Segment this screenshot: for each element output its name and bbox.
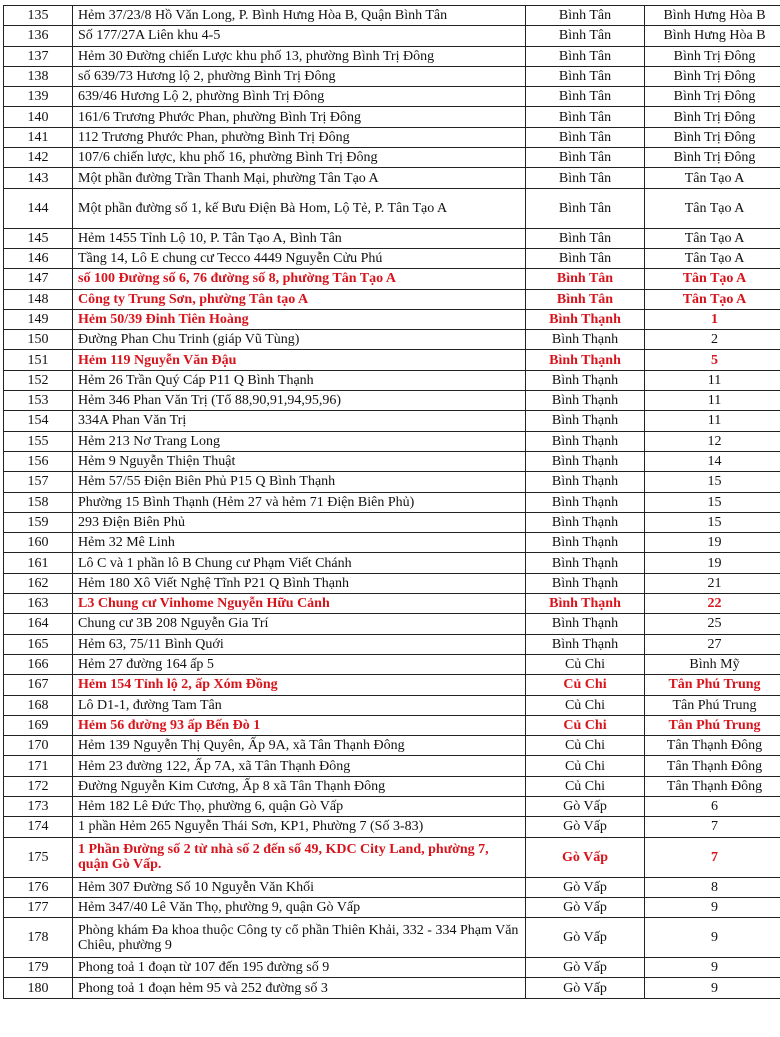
address-cell: Hẻm 154 Tỉnh lộ 2, ấp Xóm Đồng (73, 675, 526, 695)
row-number: 148 (4, 289, 73, 309)
district-cell: Bình Thạnh (526, 330, 645, 350)
row-number: 157 (4, 472, 73, 492)
table-row (4, 188, 780, 228)
address-cell: Hẻm 307 Đường Số 10 Nguyễn Văn Khối (73, 877, 526, 897)
table-row (4, 66, 780, 86)
row-number: 160 (4, 533, 73, 553)
row-number: 171 (4, 756, 73, 776)
district-cell: Gò Vấp (526, 978, 645, 998)
district-cell: Gò Vấp (526, 877, 645, 897)
row-number: 166 (4, 654, 73, 674)
ward-cell: Tân Thạnh Đông (645, 776, 780, 796)
table-row (4, 472, 780, 492)
table-row (4, 533, 780, 553)
table-row (4, 736, 780, 756)
ward-cell: Tân Thạnh Đông (645, 756, 780, 776)
address-cell: Hẻm 57/55 Điện Biên Phủ P15 Q Bình Thạnh (73, 472, 526, 492)
ward-cell: Bình Trị Đông (645, 127, 780, 147)
district-cell: Bình Tân (526, 188, 645, 228)
ward-cell: Bình Trị Đông (645, 66, 780, 86)
address-cell: L3 Chung cư Vinhome Nguyễn Hữu Cảnh (73, 594, 526, 614)
table-row (4, 634, 780, 654)
ward-cell: 27 (645, 634, 780, 654)
address-cell: 107/6 chiến lược, khu phố 16, phường Bình Trị Đông (73, 148, 526, 168)
district-cell: Củ Chi (526, 715, 645, 735)
address-cell: Hẻm 63, 75/11 Bình Quới (73, 634, 526, 654)
row-number: 139 (4, 87, 73, 107)
address-cell: Hẻm 139 Nguyễn Thị Quyên, Ấp 9A, xã Tân Thạnh Đông (73, 736, 526, 756)
ward-cell: 9 (645, 978, 780, 998)
ward-cell: Tân Tạo A (645, 228, 780, 248)
address-cell: Công ty Trung Sơn, phường Tân tạo A (73, 289, 526, 309)
table-row (4, 350, 780, 370)
address-cell: Phong toả 1 đoạn hẻm 95 và 252 đường số 3 (73, 978, 526, 998)
ward-cell: 1 (645, 309, 780, 329)
row-number: 175 (4, 837, 73, 877)
district-cell: Bình Tân (526, 248, 645, 268)
row-number: 169 (4, 715, 73, 735)
ward-cell: Tân Tạo A (645, 269, 780, 289)
address-cell: Lô C và 1 phần lô B Chung cư Phạm Viết Chánh (73, 553, 526, 573)
table-row (4, 451, 780, 471)
table-body (4, 6, 780, 999)
row-number: 161 (4, 553, 73, 573)
row-number: 163 (4, 594, 73, 614)
address-cell: Đường Phan Chu Trinh (giáp Vũ Tùng) (73, 330, 526, 350)
table-row (4, 248, 780, 268)
ward-cell: Bình Trị Đông (645, 87, 780, 107)
address-cell: Hẻm 26 Trần Quý Cáp P11 Q Bình Thạnh (73, 370, 526, 390)
district-cell: Bình Thạnh (526, 512, 645, 532)
address-cell: Hẻm 1455 Tỉnh Lộ 10, P. Tân Tạo A, Bình Tân (73, 228, 526, 248)
ward-cell: Bình Trị Đông (645, 107, 780, 127)
row-number: 179 (4, 958, 73, 978)
address-cell: Hẻm 50/39 Đinh Tiên Hoàng (73, 309, 526, 329)
district-cell: Bình Tân (526, 269, 645, 289)
table-row (4, 675, 780, 695)
address-cell: Hẻm 182 Lê Đức Thọ, phường 6, quận Gò Vấp (73, 796, 526, 816)
table-row (4, 289, 780, 309)
address-cell: Một phần đường số 1, kế Bưu Điện Bà Hom, Lộ Tẻ, P. Tân Tạo A (73, 188, 526, 228)
district-cell: Bình Thạnh (526, 350, 645, 370)
address-cell: Hẻm 9 Nguyễn Thiện Thuật (73, 451, 526, 471)
ward-cell: 9 (645, 958, 780, 978)
row-number: 176 (4, 877, 73, 897)
address-cell: Hẻm 347/40 Lê Văn Thọ, phường 9, quận Gò Vấp (73, 897, 526, 917)
address-cell: Hẻm 27 đường 164 ấp 5 (73, 654, 526, 674)
table-row (4, 756, 780, 776)
ward-cell: 11 (645, 370, 780, 390)
district-cell: Củ Chi (526, 736, 645, 756)
address-cell: Lô D1-1, đường Tam Tân (73, 695, 526, 715)
table-row (4, 958, 780, 978)
row-number: 152 (4, 370, 73, 390)
district-cell: Bình Thạnh (526, 431, 645, 451)
row-number: 164 (4, 614, 73, 634)
address-cell: 293 Điện Biên Phủ (73, 512, 526, 532)
table-row (4, 168, 780, 188)
row-number: 178 (4, 918, 73, 958)
ward-cell: 15 (645, 512, 780, 532)
address-cell: số 100 Đường số 6, 76 đường số 8, phường Tân Tạo A (73, 269, 526, 289)
district-cell: Củ Chi (526, 675, 645, 695)
district-cell: Bình Thạnh (526, 411, 645, 431)
table-row (4, 391, 780, 411)
district-cell: Bình Thạnh (526, 492, 645, 512)
ward-cell: Tân Tạo A (645, 289, 780, 309)
row-number: 137 (4, 46, 73, 66)
address-cell: Hẻm 180 Xô Viết Nghệ Tĩnh P21 Q Bình Thạnh (73, 573, 526, 593)
row-number: 141 (4, 127, 73, 147)
table-row (4, 654, 780, 674)
ward-cell: 19 (645, 553, 780, 573)
row-number: 173 (4, 796, 73, 816)
table-row (4, 411, 780, 431)
district-cell: Bình Tân (526, 26, 645, 46)
address-cell: 112 Trương Phước Phan, phường Bình Trị Đông (73, 127, 526, 147)
row-number: 147 (4, 269, 73, 289)
row-number: 144 (4, 188, 73, 228)
address-cell: 1 phần Hẻm 265 Nguyễn Thái Sơn, KP1, Phường 7 (Số 3-83) (73, 817, 526, 837)
table-row (4, 837, 780, 877)
ward-cell: 22 (645, 594, 780, 614)
ward-cell: 15 (645, 472, 780, 492)
ward-cell: 6 (645, 796, 780, 816)
district-cell: Gò Vấp (526, 918, 645, 958)
row-number: 136 (4, 26, 73, 46)
row-number: 162 (4, 573, 73, 593)
address-cell: Đường Nguyễn Kim Cương, Ấp 8 xã Tân Thạnh Đông (73, 776, 526, 796)
table-row (4, 594, 780, 614)
row-number: 158 (4, 492, 73, 512)
ward-cell: Tân Phú Trung (645, 675, 780, 695)
ward-cell: 25 (645, 614, 780, 634)
table-row (4, 228, 780, 248)
address-cell: Chung cư 3B 208 Nguyễn Gia Trí (73, 614, 526, 634)
table-row (4, 370, 780, 390)
ward-cell: Tân Tạo A (645, 188, 780, 228)
ward-cell: Tân Phú Trung (645, 715, 780, 735)
address-cell: Phong toả 1 đoạn từ 107 đến 195 đường số 9 (73, 958, 526, 978)
table-row (4, 6, 780, 26)
table-row (4, 330, 780, 350)
address-cell: Phường 15 Bình Thạnh (Hẻm 27 và hẻm 71 Điện Biên Phủ) (73, 492, 526, 512)
ward-cell: 19 (645, 533, 780, 553)
address-cell: 639/46 Hương Lộ 2, phường Bình Trị Đông (73, 87, 526, 107)
district-cell: Bình Thạnh (526, 634, 645, 654)
address-cell: 1 Phần Đường số 2 từ nhà số 2 đến số 49, KDC City Land, phường 7, quận Gò Vấp. (73, 837, 526, 877)
address-cell: 161/6 Trương Phước Phan, phường Bình Trị Đông (73, 107, 526, 127)
row-number: 177 (4, 897, 73, 917)
address-cell: Một phần đường Trần Thanh Mại, phường Tân Tạo A (73, 168, 526, 188)
district-cell: Bình Thạnh (526, 553, 645, 573)
table-row (4, 796, 780, 816)
row-number: 151 (4, 350, 73, 370)
ward-cell: Tân Thạnh Đông (645, 736, 780, 756)
row-number: 140 (4, 107, 73, 127)
district-cell: Gò Vấp (526, 817, 645, 837)
table-row (4, 573, 780, 593)
table-row (4, 978, 780, 998)
table-row (4, 46, 780, 66)
table-row (4, 877, 780, 897)
ward-cell: Bình Hưng Hòa B (645, 6, 780, 26)
row-number: 150 (4, 330, 73, 350)
ward-cell: 9 (645, 918, 780, 958)
row-number: 156 (4, 451, 73, 471)
district-cell: Bình Thạnh (526, 451, 645, 471)
ward-cell: 21 (645, 573, 780, 593)
row-number: 180 (4, 978, 73, 998)
row-number: 145 (4, 228, 73, 248)
ward-cell: 11 (645, 411, 780, 431)
address-cell: Hẻm 346 Phan Văn Trị (Tổ 88,90,91,94,95,96) (73, 391, 526, 411)
table-row (4, 817, 780, 837)
district-cell: Bình Tân (526, 6, 645, 26)
ward-cell: Tân Phú Trung (645, 695, 780, 715)
table-row (4, 553, 780, 573)
ward-cell: 7 (645, 837, 780, 877)
ward-cell: 11 (645, 391, 780, 411)
district-cell: Bình Tân (526, 87, 645, 107)
row-number: 135 (4, 6, 73, 26)
table-row (4, 431, 780, 451)
ward-cell: 15 (645, 492, 780, 512)
address-cell: 334A Phan Văn Trị (73, 411, 526, 431)
district-cell: Bình Tân (526, 168, 645, 188)
address-cell: Hẻm 213 Nơ Trang Long (73, 431, 526, 451)
ward-cell: Tân Tạo A (645, 168, 780, 188)
row-number: 170 (4, 736, 73, 756)
district-cell: Củ Chi (526, 695, 645, 715)
row-number: 172 (4, 776, 73, 796)
address-cell: Hẻm 32 Mê Linh (73, 533, 526, 553)
table-row (4, 309, 780, 329)
district-cell: Bình Tân (526, 289, 645, 309)
row-number: 174 (4, 817, 73, 837)
row-number: 155 (4, 431, 73, 451)
district-cell: Bình Thạnh (526, 309, 645, 329)
row-number: 138 (4, 66, 73, 86)
row-number: 154 (4, 411, 73, 431)
address-cell: Phòng khám Đa khoa thuộc Công ty cổ phần Thiên Khải, 332 - 334 Phạm Văn Chiêu, phường 9 (73, 918, 526, 958)
table-row (4, 776, 780, 796)
ward-cell: Bình Mỹ (645, 654, 780, 674)
table-row (4, 614, 780, 634)
row-number: 153 (4, 391, 73, 411)
address-cell: Hẻm 30 Đường chiến Lược khu phố 13, phường Bình Trị Đông (73, 46, 526, 66)
table-row (4, 87, 780, 107)
district-cell: Gò Vấp (526, 897, 645, 917)
ward-cell: Tân Tạo A (645, 248, 780, 268)
district-cell: Củ Chi (526, 654, 645, 674)
ward-cell: Bình Hưng Hòa B (645, 26, 780, 46)
ward-cell: 5 (645, 350, 780, 370)
address-cell: Hẻm 37/23/8 Hồ Văn Long, P. Bình Hưng Hòa B, Quận Bình Tân (73, 6, 526, 26)
ward-cell: Bình Trị Đông (645, 46, 780, 66)
ward-cell: 14 (645, 451, 780, 471)
table-row (4, 492, 780, 512)
table-row (4, 897, 780, 917)
district-cell: Bình Thạnh (526, 533, 645, 553)
district-cell: Củ Chi (526, 756, 645, 776)
district-cell: Bình Tân (526, 127, 645, 147)
row-number: 142 (4, 148, 73, 168)
district-cell: Gò Vấp (526, 958, 645, 978)
district-cell: Gò Vấp (526, 837, 645, 877)
table-row (4, 695, 780, 715)
district-cell: Củ Chi (526, 776, 645, 796)
district-cell: Bình Tân (526, 107, 645, 127)
ward-cell: 7 (645, 817, 780, 837)
table-row (4, 127, 780, 147)
row-number: 165 (4, 634, 73, 654)
ward-cell: Bình Trị Đông (645, 148, 780, 168)
district-cell: Bình Tân (526, 228, 645, 248)
district-cell: Gò Vấp (526, 796, 645, 816)
district-cell: Bình Thạnh (526, 370, 645, 390)
table-row (4, 715, 780, 735)
table-row (4, 269, 780, 289)
row-number: 168 (4, 695, 73, 715)
row-number: 159 (4, 512, 73, 532)
lockdown-areas-table (3, 5, 780, 999)
row-number: 149 (4, 309, 73, 329)
address-cell: Hẻm 119 Nguyễn Văn Đậu (73, 350, 526, 370)
address-cell: Số 177/27A Liên khu 4-5 (73, 26, 526, 46)
district-cell: Bình Tân (526, 148, 645, 168)
district-cell: Bình Thạnh (526, 614, 645, 634)
table-row (4, 107, 780, 127)
district-cell: Bình Thạnh (526, 391, 645, 411)
district-cell: Bình Tân (526, 46, 645, 66)
address-cell: số 639/73 Hương lộ 2, phường Bình Trị Đông (73, 66, 526, 86)
district-cell: Bình Thạnh (526, 573, 645, 593)
row-number: 167 (4, 675, 73, 695)
address-cell: Tầng 14, Lô E chung cư Tecco 4449 Nguyễn Cửu Phú (73, 248, 526, 268)
table-row (4, 918, 780, 958)
table-row (4, 148, 780, 168)
row-number: 143 (4, 168, 73, 188)
address-cell: Hẻm 23 đường 122, Ấp 7A, xã Tân Thạnh Đông (73, 756, 526, 776)
address-cell: Hẻm 56 đường 93 ấp Bến Đò 1 (73, 715, 526, 735)
table-row (4, 26, 780, 46)
row-number: 146 (4, 248, 73, 268)
district-cell: Bình Thạnh (526, 472, 645, 492)
ward-cell: 12 (645, 431, 780, 451)
district-cell: Bình Thạnh (526, 594, 645, 614)
district-cell: Bình Tân (526, 66, 645, 86)
ward-cell: 2 (645, 330, 780, 350)
table-row (4, 512, 780, 532)
ward-cell: 8 (645, 877, 780, 897)
ward-cell: 9 (645, 897, 780, 917)
